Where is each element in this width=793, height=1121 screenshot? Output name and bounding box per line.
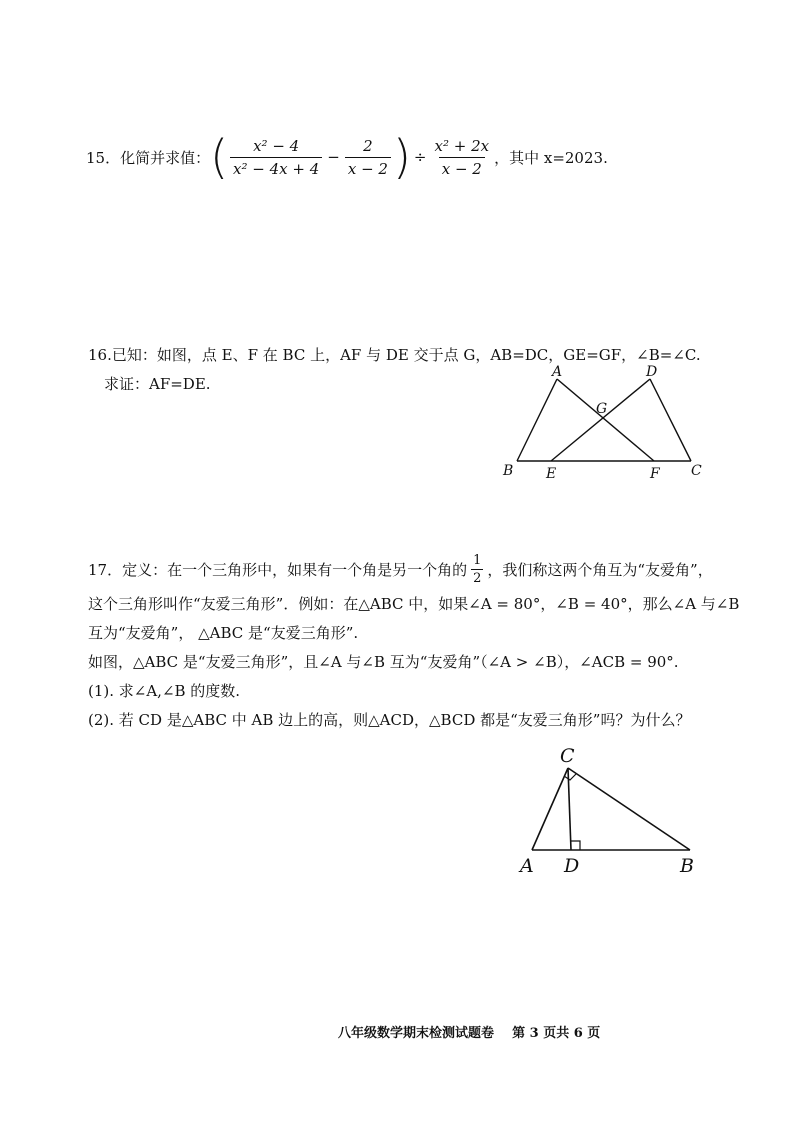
divide-sign: ÷ — [413, 148, 427, 166]
segment-DE — [551, 379, 650, 461]
label-A: A — [520, 855, 534, 877]
fraction-3-numerator: x² + 2x — [434, 136, 490, 155]
label-G: G — [596, 401, 608, 417]
problem-16-statement: 16.已知：如图，点 E、F 在 BC 上，AF 与 DE 交于点 G，AB=DC，GE=GF，∠B=∠C. — [88, 346, 701, 364]
segment-CB — [568, 768, 690, 850]
left-paren: ( — [210, 130, 229, 184]
fraction-3-denominator: x − 2 — [439, 157, 485, 178]
fraction-1-numerator: x² − 4 — [253, 136, 300, 155]
fraction-1 — [230, 137, 322, 178]
problem-17-line-4: 如图，△ABC 是“友爱三角形”，且∠A 与∠B 互为“友爱角”（∠A > ∠B），∠ACB = 90°. — [88, 653, 679, 671]
fraction-2 — [345, 137, 391, 178]
right-paren: ) — [392, 130, 411, 184]
problem-17-question-2: (2). 若 CD 是△ABC 中 AB 边上的高，则△ACD，△BCD 都是“友爱三角形”吗？为什么？ — [88, 711, 691, 729]
fraction-2-numerator: 2 — [363, 136, 373, 155]
half-denominator: 2 — [473, 571, 482, 586]
figure-16 — [495, 360, 715, 485]
segment-AC — [532, 768, 568, 850]
fraction-1-denominator: x² − 4x + 4 — [230, 157, 322, 178]
problem-17-definition: 17．定义：在一个三角形中，如果有一个角是另一个角的 — [88, 561, 468, 579]
half-numerator: 1 — [473, 553, 482, 568]
problem-17-definition-cont: ，我们称这两个角互为“友爱角”， — [487, 561, 713, 579]
problem-17-question-1: (1). 求∠A,∠B 的度数. — [88, 682, 241, 700]
label-D: D — [564, 855, 580, 877]
segment-DC — [650, 379, 691, 461]
problem-16-prove: 求证：AF=DE. — [104, 375, 211, 393]
segment-AF — [557, 379, 654, 461]
page-footer: 八年级数学期末检测试题卷 第 3 页共 6 页 — [338, 1026, 601, 1041]
problem-17-line-2: 这个三角形叫作“友爱三角形”．例如：在△ABC 中，如果∠A = 80°，∠B = 40°，那么∠A 与∠B — [88, 595, 740, 613]
figure-17 — [510, 740, 710, 880]
problem-15-suffix: ，其中 x=2023. — [494, 148, 608, 167]
minus-sign: − — [327, 148, 340, 166]
fraction-2-denominator: x − 2 — [345, 157, 391, 178]
label-B: B — [503, 463, 514, 479]
label-C: C — [691, 463, 702, 479]
segment-AB — [517, 379, 557, 461]
fraction-3 — [432, 137, 493, 178]
label-A: A — [552, 364, 563, 380]
problem-17-line-1 — [88, 553, 713, 586]
right-angle-mark-D — [571, 841, 580, 850]
problem-15 — [86, 126, 608, 188]
problem-15-prefix: 15．化简并求值： — [86, 148, 211, 167]
label-F: F — [650, 466, 660, 482]
problem-17-line-3: 互为“友爱角”， △ABC 是“友爱三角形”. — [88, 624, 359, 642]
label-B: B — [680, 855, 694, 877]
label-E: E — [546, 466, 557, 482]
one-half-fraction — [471, 553, 483, 586]
label-C: C — [560, 745, 575, 767]
label-D: D — [646, 364, 658, 380]
